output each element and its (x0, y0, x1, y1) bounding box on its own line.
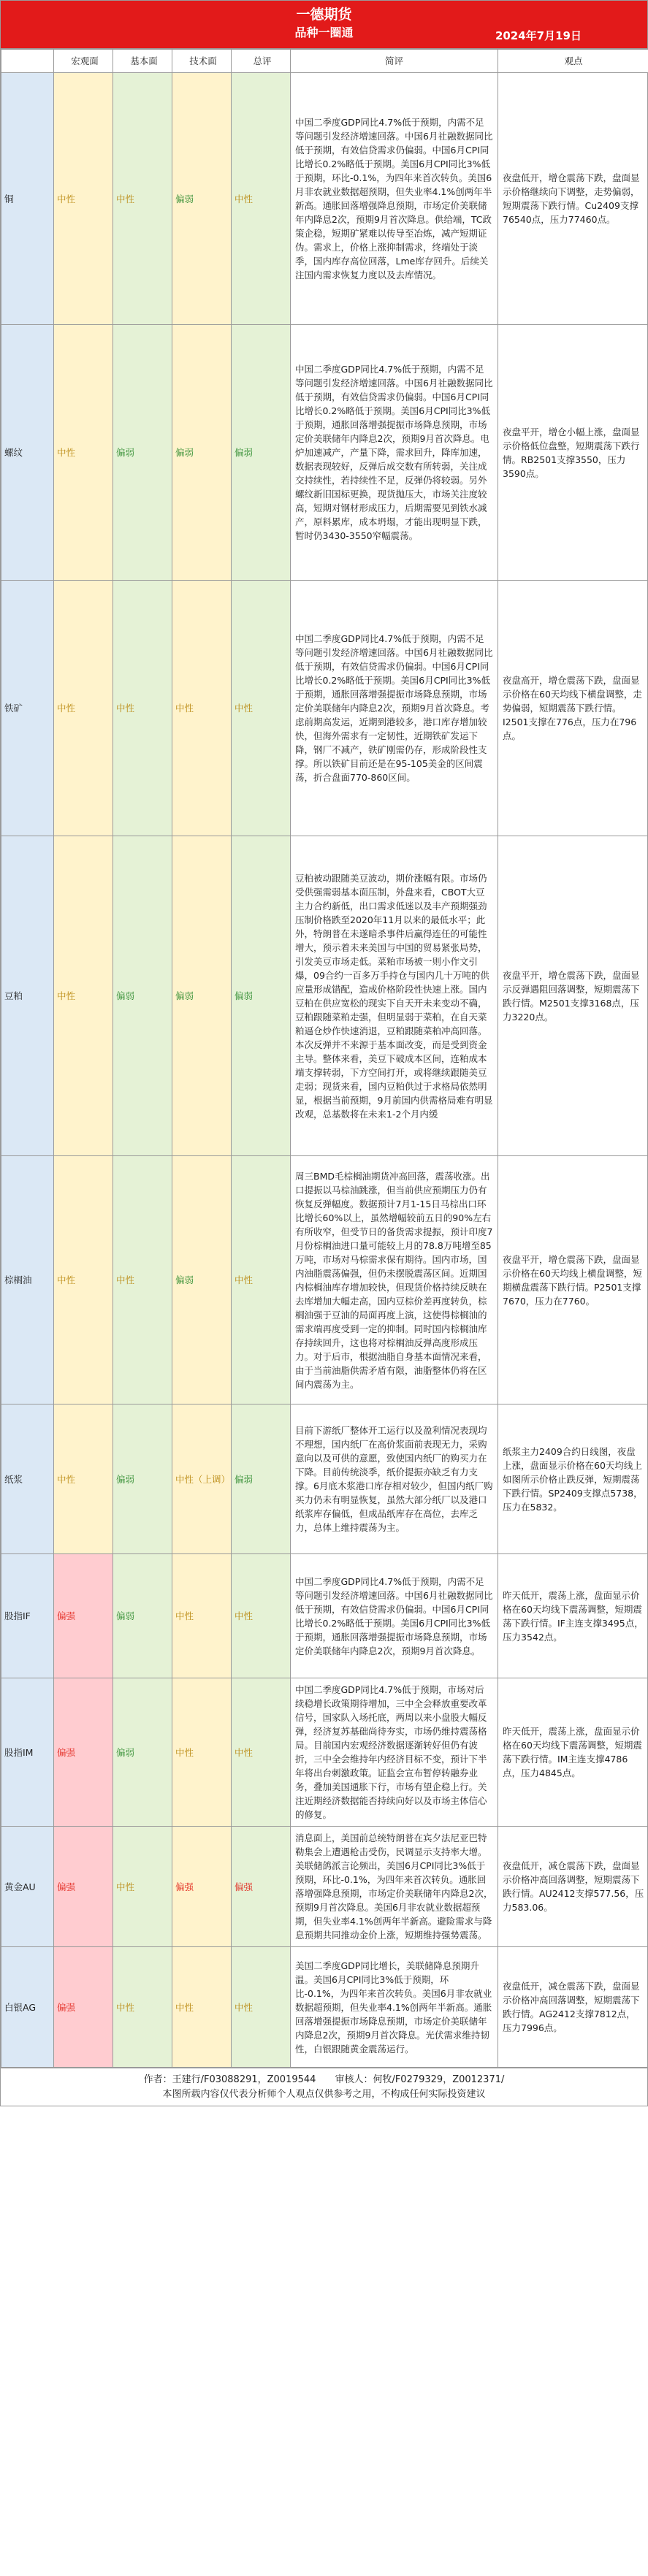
fundamental-rating: 中性 (113, 581, 172, 836)
view-text: 夜盘低开，增仓震荡下跌，盘面显示价格继续向下调整，走势偏弱，短期震荡下跌行情。Cu2409支撑76540点，压力77460点。 (498, 73, 648, 325)
total-rating: 中性 (232, 1554, 291, 1678)
fundamental-rating: 偏弱 (113, 325, 172, 581)
col-header-view: 观点 (498, 50, 648, 73)
commodity-name: 黄金AU (1, 1827, 54, 1947)
summary-text: 美国二季度GDP同比增长，美联储降息预期升温。美国6月CPI同比3%低于预期，环比-0.1%，为四年来首次转负。美国6月非农就业数据超预期，但失业率4.1%创两年半新高。通胀回落增强提振市场降息预期，市场定价美联储年内降息2次，预期9月首次降息。光伏需求维持韧性，白银跟随黄金震荡运行。 (291, 1947, 498, 2068)
col-header-technical: 技术面 (172, 50, 232, 73)
view-text: 夜盘高开，增仓震荡下跌，盘面显示价格在60天均线下横盘调整，走势偏弱，短期震荡下跌行情。I2501支撑在776点，压力在796点。 (498, 581, 648, 836)
footer-disclaimer: 本图所载内容仅代表分析师个人观点仅供参考之用，不构成任何实际投资建议 (162, 2089, 486, 2100)
technical-rating: 中性 (172, 1947, 232, 2068)
total-rating: 中性 (232, 581, 291, 836)
macro-rating: 偏强 (54, 1947, 113, 2068)
fundamental-rating: 偏弱 (113, 1678, 172, 1827)
technical-rating: 中性 (172, 1554, 232, 1678)
table-row (1, 325, 648, 581)
report-date: 2024年7月19日 (495, 29, 582, 42)
view-text: 夜盘平开，增仓震荡下跌，盘面显示反弹遇阻回落调整，短期震荡下跌行情。M2501支撑3168点，压力3220点。 (498, 836, 648, 1156)
technical-rating: 偏弱 (172, 1156, 232, 1404)
total-rating: 偏弱 (232, 1404, 291, 1554)
total-rating: 偏强 (232, 1827, 291, 1947)
summary-text: 豆粕被动跟随美豆波动，期价涨幅有限。市场仍受供强需弱基本面压制，外盘来看，CBOT大豆主力合约新低，出口需求低迷以及丰产预期强劲压制价格跌至2020年11月以来的最低水平；此外，特朗普在未遂暗杀事件后赢得连任的可能性增大，预示着未来美国与中国的贸易紧张局势，引发美豆市场走低。菜粕市场被一则小作文引爆，09合约一百多万手持仓与国内几十万吨的供应量形成错配，造成价格阶段性快速上涨。国内豆粕在供应宽松的现实下自天开未来变动不确，豆粕跟随菜粕走强，但明显弱于菜粕，在自天菜粕逼仓炒作快速消退，豆粕跟随菜粕冲高回落。本次反弹并不来源于基本面改变，而是受到资金主导。整体来看，美豆下破成本区间，连粕成本端支撑转弱，下方空间打开，或将继续跟随美豆走弱；现货来看，国内豆粕供过于求格局依然明显，根据当前预期，9月前国内供需格局难有明显改观，总基数将在未来1-2个月内缓 (291, 836, 498, 1156)
macro-rating: 中性 (54, 325, 113, 581)
report-footer (1, 2068, 647, 2106)
macro-rating: 中性 (54, 73, 113, 325)
fundamental-rating: 偏弱 (113, 1554, 172, 1678)
commodity-name: 白银AG (1, 1947, 54, 2068)
fundamental-rating: 偏弱 (113, 836, 172, 1156)
commodity-name: 铁矿 (1, 581, 54, 836)
summary-text: 中国二季度GDP同比4.7%低于预期，市场对后续稳增长政策期待增加，三中全会释放重要改革信号，国家队入场托底，两周以来小盘股大幅反弹，经济复苏基础尚待夯实，市场仍维持震荡格局。目前国内宏观经济数据逐渐转好但仍有波折，三中全会维持年内经济目标不变，预计下半年将出台刺激政策。证监会宣布暂停转融券业务，叠加美国通胀下行，市场有望企稳上行。关注近期经济数据能否持续向好以及市场主体信心的修复。 (291, 1678, 498, 1827)
footer-authors: 作者：王建行/F03088291，Z0019544 审核人：何牧/F0279329，Z0012371/ (143, 2074, 505, 2085)
view-text: 夜盘平开，增仓小幅上涨，盘面显示价格低位盘整，短期震荡下跌行情。RB2501支撑3550，压力3590点。 (498, 325, 648, 581)
macro-rating: 偏强 (54, 1827, 113, 1947)
table-row (1, 1554, 648, 1678)
table-row (1, 581, 648, 836)
total-rating: 偏弱 (232, 836, 291, 1156)
technical-rating: 偏强 (172, 1827, 232, 1947)
table-row (1, 1156, 648, 1404)
commodity-name: 豆粕 (1, 836, 54, 1156)
view-text: 夜盘平开，增仓震荡下跌，盘面显示价格在60天均线上横盘调整，短期横盘震荡下跌行情。P2501支撑7670，压力在7760。 (498, 1156, 648, 1404)
technical-rating: 中性 (172, 581, 232, 836)
table-row (1, 1404, 648, 1554)
col-header-fundamental: 基本面 (113, 50, 172, 73)
col-header-name (1, 50, 54, 73)
fundamental-rating: 中性 (113, 1947, 172, 2068)
macro-rating: 中性 (54, 1404, 113, 1554)
fundamental-rating: 中性 (113, 1156, 172, 1404)
technical-rating: 中性（上调） (172, 1404, 232, 1554)
macro-rating: 中性 (54, 1156, 113, 1404)
table-body (1, 73, 648, 2068)
fundamental-rating: 中性 (113, 73, 172, 325)
technical-rating: 中性 (172, 1678, 232, 1827)
total-rating: 偏弱 (232, 325, 291, 581)
commodity-name: 纸浆 (1, 1404, 54, 1554)
total-rating: 中性 (232, 1947, 291, 2068)
report-subtitle: 品种一圈通 (294, 26, 354, 39)
table-row (1, 1947, 648, 2068)
view-text: 夜盘低开，减仓震荡下跌，盘面显示价格冲高回落调整，短期震荡下跌行情。AG2412支撑7812点，压力7996点。 (498, 1947, 648, 2068)
fundamental-rating: 偏弱 (113, 1404, 172, 1554)
commodity-name: 股指IM (1, 1678, 54, 1827)
table-row (1, 73, 648, 325)
summary-text: 中国二季度GDP同比4.7%低于预期，内需不足等问题引发经济增速回落。中国6月社融数据同比低于预期，有效信贷需求仍偏弱。中国6月CPI同比增长0.2%略低于预期。美国6月CPI同比3%低于预期，通胀回落增强提振市场降息预期，市场定价美联储年内降息2次，预期9月首次降息。考虑前期高发运，近期到港较多，港口库存增加较快，但海外需求有一定韧性，近期铁矿发运下降，钢厂不减产，铁矿刚需仍存，形成阶段性支撑。所以铁矿目前还是在95-105美金的区间震荡，折合盘面770-860区间。 (291, 581, 498, 836)
report-header (1, 1, 647, 49)
summary-text: 中国二季度GDP同比4.7%低于预期，内需不足等问题引发经济增速回落。中国6月社融数据同比低于预期，有效信贷需求仍偏弱。中国6月CPI同比增长0.2%略低于预期。美国6月CPI同比3%低于预期，环比-0.1%，为四年来首次转负。美国6月非农就业数据超预期，但失业率4.1%创两年半新高。通胀回落增强降息预期，市场定价美联储年内降息2次，预期9月首次降息。供给端，TC政策企稳，短期矿紧难以传导至冶炼，减产短期证伪。需求上，价格上涨抑制需求，终端处于淡季，国内库存高位回落，Lme库存回升。后续关注国内需求恢复力度以及去库情况。 (291, 73, 498, 325)
brand-title: 一德期货 (296, 7, 352, 23)
view-text: 昨天低开，震荡上涨，盘面显示价格在60天均线下震荡调整，短期震荡下跌行情。IF主连支撑3495点，压力3542点。 (498, 1554, 648, 1678)
macro-rating: 偏强 (54, 1554, 113, 1678)
commodity-name: 棕榈油 (1, 1156, 54, 1404)
summary-text: 中国二季度GDP同比4.7%低于预期，内需不足等问题引发经济增速回落。中国6月社融数据同比低于预期，有效信贷需求仍偏弱。中国6月CPI同比增长0.2%略低于预期。美国6月CPI同比3%低于预期，通胀回落增强提振市场降息预期，市场定价美联储年内降息2次，预期9月首次降息。电炉加速减产，产量下降，需求回升，降库加速，数据表现较好，反弹后成交数有所转弱，关注成交持续性，若持续性不足，反弹仍将较弱。另外螺纹新旧国标更换，现货抛压大，市场关注度较高，短期对钢材形成压力，后期需要见到铁水减产，原料累库，成本坍塌，才能出现明显下跌，暂时仍3430-3550窄幅震荡。 (291, 325, 498, 581)
macro-rating: 中性 (54, 836, 113, 1156)
commodity-name: 铜 (1, 73, 54, 325)
view-text: 昨天低开，震荡上涨，盘面显示价格在60天均线下震荡调整，短期震荡下跌行情。IM主连支撑4786点，压力4845点。 (498, 1678, 648, 1827)
technical-rating: 偏弱 (172, 836, 232, 1156)
table-row (1, 1678, 648, 1827)
summary-text: 中国二季度GDP同比4.7%低于预期，内需不足等问题引发经济增速回落。中国6月社融数据同比低于预期，有效信贷需求仍偏弱。中国6月CPI同比增长0.2%略低于预期。美国6月CPI同比3%低于预期，通胀回落增强提振市场降息预期，市场定价美联储年内降息2次，预期9月首次降息。 (291, 1554, 498, 1678)
summary-text: 周三BMD毛棕榈油期货冲高回落，震荡收涨。出口提振以马棕油跳涨，但当前供应预期压力仍有恢复反弹幅度。数据预计7月1-15日马棕出口环比增长60%以上，虽然增幅较前五日的90%左右有所收窄，但受节日的备货需求提振，预计印度7月份棕榈油进口量可能较上月的78.8万吨增至85万吨，市场对马棕需求保有期待。国内市场，国内油脂震荡偏强，但仍未摆脱震荡区间。近期国内棕榈油库存增加较快，但现货价格持续反映在去库增加大幅走高，国内豆棕价差再度转负，棕榈油强于豆油的局面再度上演，这使得棕榈油的需求端再度受到一定的抑制。同时国内棕榈油库存持续回升，这也将对棕榈油反弹高度形成压力。对于后市，根据油脂自身基本面情况来看，由于当前油脂供需矛盾有限，油脂整体仍将在区间内震荡为主。 (291, 1156, 498, 1404)
col-header-total: 总评 (232, 50, 291, 73)
table-row (1, 836, 648, 1156)
col-header-macro: 宏观面 (54, 50, 113, 73)
commodity-table (1, 49, 648, 2068)
commodity-name: 螺纹 (1, 325, 54, 581)
macro-rating: 中性 (54, 581, 113, 836)
summary-text: 目前下游纸厂整体开工运行以及盈利情况表现均不理想，国内纸厂在高价浆面前表现无力，采购意向以及可供的意愿，致使国内纸厂的购买力在下降。目前传统淡季，纸价提振亦缺乏有力支撑。6月底木浆港口库存相对较少，但国内纸厂购买力仍未有明显恢复，虽然大部分纸厂以及港口纸浆库存偏低，但成品纸库存在高位，去库乏力，总体上维持震荡为主。 (291, 1404, 498, 1554)
technical-rating: 偏弱 (172, 325, 232, 581)
total-rating: 中性 (232, 1678, 291, 1827)
commodity-name: 股指IF (1, 1554, 54, 1678)
table-row (1, 1827, 648, 1947)
macro-rating: 偏强 (54, 1678, 113, 1827)
technical-rating: 偏弱 (172, 73, 232, 325)
col-header-summary: 简评 (291, 50, 498, 73)
view-text: 夜盘低开，减仓震荡下跌，盘面显示价格冲高回落调整，短期震荡下跌行情。AU2412支撑577.56，压力583.06。 (498, 1827, 648, 1947)
fundamental-rating: 中性 (113, 1827, 172, 1947)
total-rating: 中性 (232, 1156, 291, 1404)
table-header-row (1, 50, 648, 73)
view-text: 纸浆主力2409合约日线图，夜盘上涨，盘面显示价格在60天均线上如图所示价格止跌反弹，短期震荡下跌行情。SP2409支撑点5738，压力在5832。 (498, 1404, 648, 1554)
summary-text: 消息面上，美国前总统特朗普在宾夕法尼亚巴特勒集会上遭遇枪击受伤，民调显示支持率大增。美联储鸽派言论频出，美国6月CPI同比3%低于预期，环比-0.1%，为四年来首次转负。通胀回落增强降息预期，市场定价美联储年内降息2次，预期9月首次降息。美国6月非农就业数据超预期，但失业率4.1%创两年半新高。避险需求与降息预期共同推动金价上涨，短期维持强势震荡。 (291, 1827, 498, 1947)
total-rating: 中性 (232, 73, 291, 325)
